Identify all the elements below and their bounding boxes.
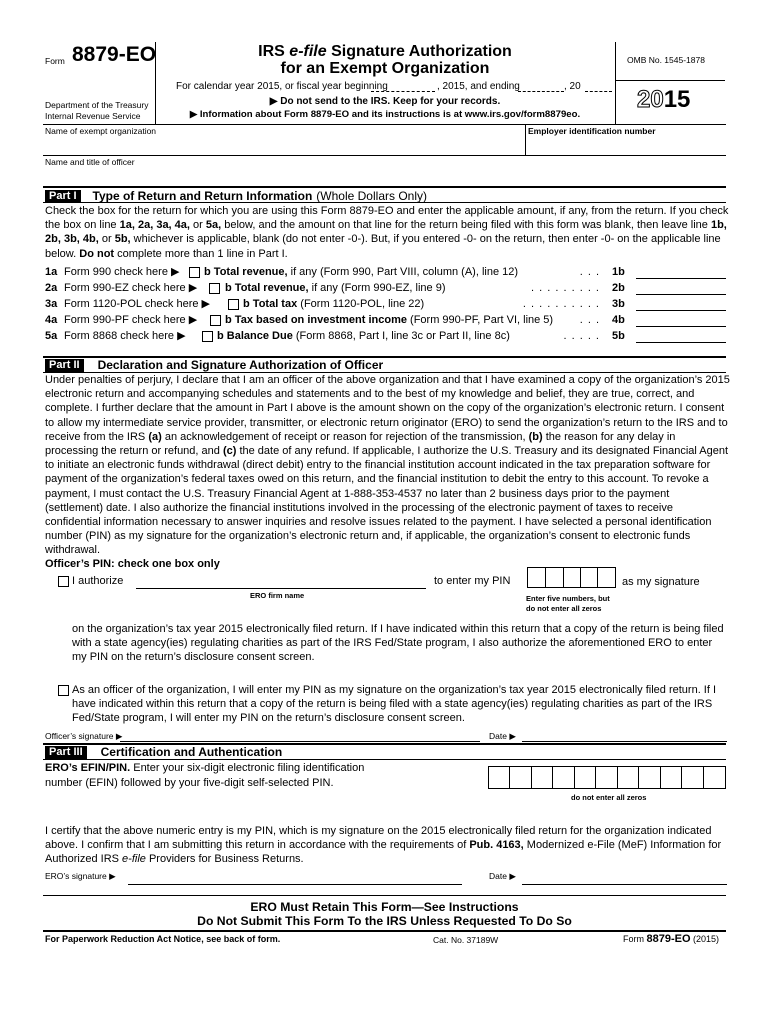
leader-dots: . . . . . . . . .	[531, 282, 600, 294]
return-type-checkbox[interactable]	[189, 267, 200, 278]
enter-five-note: Enter five numbers, but	[526, 594, 610, 603]
ein-label: Employer identification number	[528, 126, 656, 136]
do-not-send-notice: ▶ Do not send to the IRS. Keep for your records.	[269, 96, 501, 107]
leader-dots: . . . . .	[563, 330, 600, 342]
amount-description: b Total revenue, if any (Form 990, Part VIII, column (A), line 12)	[204, 266, 519, 278]
line-number: 1a	[45, 266, 58, 278]
officer-signature-field[interactable]	[120, 741, 480, 742]
part1-heading: Part I Type of Return and Return Information (Whole Dollars Only)	[45, 189, 427, 203]
ero-firm-label: ERO firm name	[250, 591, 305, 600]
ero-firm-name-field[interactable]	[136, 588, 426, 589]
do-not-submit-notice: Do Not Submit This Form To the IRS Unless Requested To Do So	[197, 914, 572, 928]
line-ref: 3b	[612, 298, 625, 310]
officer-pin-heading: Officer’s PIN: check one box only	[45, 558, 220, 570]
amount-description: b Total tax (Form 1120-POL, line 22)	[243, 298, 425, 310]
calendar-year-a: For calendar year 2015, or fiscal year beginning	[176, 81, 388, 92]
form-label: Form	[45, 56, 65, 66]
dept-irs: Internal Revenue Service	[45, 111, 141, 121]
amount-field[interactable]	[636, 310, 726, 311]
amount-description: b Total revenue, if any (Form 990-EZ, line 9)	[225, 282, 446, 294]
fiscal-end-year-field[interactable]	[585, 91, 612, 92]
ero-signature-label: ERO’s signature ▶	[45, 871, 116, 881]
dept-treasury: Department of the Treasury	[45, 100, 149, 110]
line-number: 2a	[45, 282, 58, 294]
as-signature-label: as my signature	[622, 576, 700, 588]
efin-pin-boxes[interactable]	[488, 766, 726, 789]
fiscal-begin-field[interactable]	[371, 91, 435, 92]
org-name-label: Name of exempt organization	[45, 126, 157, 136]
option1-text: on the organization’s tax year 2015 electronically filed return. If I have indicated within this return that a copy of the return is being filed with a state agency(ies) regulating charities as part of the IRS Fed/State program, I also authorize the aforementioned ERO to enter my PIN on the return’s disclosure consent screen.	[72, 623, 724, 664]
line-number: 5a	[45, 330, 58, 342]
to-enter-pin-label: to enter my PIN	[434, 575, 511, 587]
line-ref: 5b	[612, 330, 625, 342]
officer-pin-boxes[interactable]	[527, 567, 616, 588]
part3-heading: Part III Certification and Authentication	[45, 745, 282, 759]
form-title: IRS e-file Signature Authorization for an Exempt Organization	[258, 43, 512, 77]
return-type-checkbox[interactable]	[202, 331, 213, 342]
part2-heading: Part II Declaration and Signature Authorization of Officer	[45, 358, 383, 372]
no-zeros-note: do not enter all zeros	[526, 604, 602, 613]
line-number: 3a	[45, 298, 58, 310]
amount-field[interactable]	[636, 294, 726, 295]
authorize-label: I authorize	[72, 575, 124, 587]
return-type-label: Form 1120-POL check here ▶	[64, 298, 211, 310]
amount-field[interactable]	[636, 342, 726, 343]
officer-date-label: Date ▶	[489, 731, 516, 741]
return-type-label: Form 8868 check here ▶	[64, 330, 186, 342]
option2-text: As an officer of the organization, I will enter my PIN as my signature on the organization’s tax year 2015 electronically filed return. If I have indicated within this return that a copy of the return is being filed with a state agency(ies) regulating charities as part of the IRS Fed/State program, I will enter my PIN on the return’s disclosure consent screen.	[72, 684, 717, 725]
leader-dots: . . .	[579, 266, 600, 278]
amount-description: b Tax based on investment income (Form 990-PF, Part VI, line 5)	[225, 314, 554, 326]
return-type-checkbox[interactable]	[210, 315, 221, 326]
amount-field[interactable]	[636, 326, 726, 327]
officer-name-label: Name and title of officer	[45, 157, 135, 167]
part1-instructions: Check the box for the return for which you are using this Form 8879-EO and enter the applicable amount, if any, from the return. If you check the box on line 1a, 2a, 3a, 4a, or 5a, below, and the amount on that line for the return being filed with this form was blank, then leave line 1b, 2b, 3b, 4b, or 5b, whichever is applicable, blank (do not enter -0-). But, if you entered -0- on the return, then enter -0- on the applicable line below. Do not complete more than 1 line in Part I.	[45, 205, 729, 260]
authorize-ero-checkbox[interactable]	[58, 576, 69, 587]
line-ref: 1b	[612, 266, 625, 278]
tax-year: 2015	[637, 86, 691, 113]
amount-field[interactable]	[636, 278, 726, 279]
return-type-label: Form 990-EZ check here ▶	[64, 282, 198, 294]
catalog-number: Cat. No. 37189W	[433, 935, 499, 945]
omb-number: OMB No. 1545-1878	[627, 55, 705, 65]
line-ref: 2b	[612, 282, 625, 294]
footer-form-id: Form 8879-EO (2015)	[623, 933, 720, 945]
info-notice: ▶ Information about Form 8879-EO and its instructions is at www.irs.gov/form8879eo.	[189, 109, 581, 120]
return-type-label: Form 990 check here ▶	[64, 266, 180, 278]
return-type-label: Form 990-PF check here ▶	[64, 314, 198, 326]
ero-retain-notice: ERO Must Retain This Form—See Instructions	[250, 900, 519, 914]
amount-description: b Balance Due (Form 8868, Part I, line 3c or Part II, line 8c)	[217, 330, 510, 342]
paperwork-notice: For Paperwork Reduction Act Notice, see back of form.	[45, 934, 281, 944]
return-type-checkbox[interactable]	[228, 299, 239, 310]
return-type-checkbox[interactable]	[209, 283, 220, 294]
ero-signature-field[interactable]	[128, 884, 462, 885]
fiscal-end-field[interactable]	[518, 91, 564, 92]
officer-signature-label: Officer’s signature ▶	[45, 731, 123, 741]
form-number: 8879-EO	[72, 43, 157, 66]
line-ref: 4b	[612, 314, 625, 326]
leader-dots: . . .	[579, 314, 600, 326]
ero-date-label: Date ▶	[489, 871, 516, 881]
leader-dots: . . . . . . . . . .	[522, 298, 600, 310]
calendar-year-c: , 20	[564, 81, 581, 92]
certification-text: I certify that the above numeric entry is my PIN, which is my signature on the 2015 electronically filed return for the organization indicated above. I confirm that I am submitting this return in accordance with the requirements of Pub. 4163, Modernized e-File (MeF) Information for Authorized IRS e-file Providers for Business Returns.	[45, 825, 722, 866]
officer-enter-pin-checkbox[interactable]	[58, 685, 69, 696]
efin-no-zeros-note: do not enter all zeros	[571, 793, 647, 802]
line-number: 4a	[45, 314, 58, 326]
ero-date-field[interactable]	[522, 884, 727, 885]
efin-instructions: ERO’s EFIN/PIN. Enter your six-digit electronic filing identification number (EFIN) followed by your five-digit self-selected PIN.	[45, 762, 365, 789]
officer-date-field[interactable]	[522, 741, 727, 742]
part2-declaration: Under penalties of perjury, I declare that I am an officer of the above organization and that I have examined a copy of the organization’s 2015 electronic return and accompanying schedules and statements and to the best of my knowledge and belief, they are true, correct, and complete. I further declare that the amount in Part I above is the amount shown on the copy of the organization’s electronic return. I consent to allow my intermediate service provider, transmitter, or electronic return originator (ERO) to send the organization’s return to the IRS and to receive from the IRS (a) an acknowledgement of receipt or reason for rejection of the transmission, (b) the reason for any delay in processing the return or refund, and (c) the date of any refund. If applicable, I authorize the U.S. Treasury and its designated Financial Agent to initiate an electronic funds withdrawal (direct debit) entry to the financial institution account indicated in the tax preparation software for payment of the organization’s federal taxes owed on this return, and the financial institution to debit the entry to this account. To revoke a payment, I must contact the U.S. Treasury Financial Agent at 1-888-353-4537 no later than 2 business days prior to the payment (settlement) date. I also authorize the financial institutions involved in the processing of the electronic payment of taxes to receive confidential information necessary to answer inquiries and resolve issues related to the payment. I have selected a personal identification number (PIN) as my signature for the organization’s electronic return and, if applicable, the organization’s consent to electronic funds withdrawal.	[45, 374, 730, 557]
calendar-year-b: , 2015, and ending	[437, 81, 520, 92]
